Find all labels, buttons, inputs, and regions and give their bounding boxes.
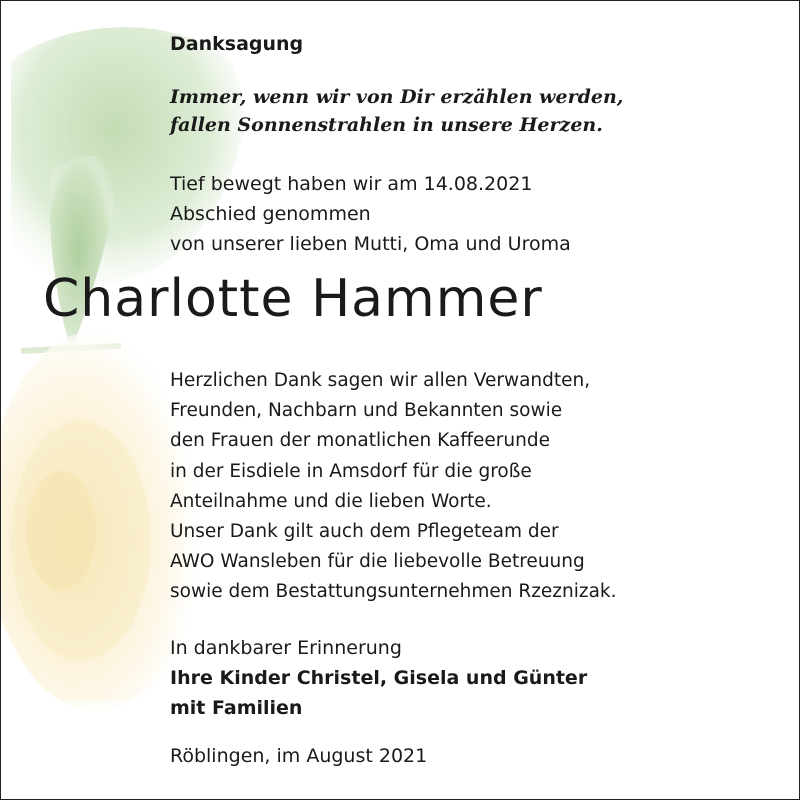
intro-line: Tief bewegt haben wir am 14.08.2021 <box>170 173 533 195</box>
thanks-line: sowie dem Bestattungsunternehmen Rzeznizak. <box>170 581 617 603</box>
quote-line: Immer, wenn wir von Dir erzählen werden, <box>170 86 624 108</box>
signoff-block <box>170 633 587 723</box>
thanks-line: in der Eisdiele in Amsdorf für die große <box>170 460 532 482</box>
rose-center <box>26 471 96 591</box>
intro-line: Abschied genommen <box>170 203 371 225</box>
deceased-name: Charlotte Hammer <box>43 269 543 329</box>
quote-line: fallen Sonnenstrahlen in unsere Herzen. <box>170 114 603 136</box>
family-line: mit Familien <box>170 697 303 719</box>
thanks-line: Freunden, Nachbarn und Bekannten sowie <box>170 400 563 422</box>
thanks-line: den Frauen der monatlichen Kaffeerunde <box>170 430 550 452</box>
quote-verse <box>170 83 623 139</box>
signoff-intro: In dankbarer Erinnerung <box>170 637 402 659</box>
thanks-line: Herzlichen Dank sagen wir allen Verwandten, <box>170 370 591 391</box>
family-line: Ihre Kinder Christel, Gisela und Günter <box>170 667 588 689</box>
intro-text <box>170 169 571 259</box>
intro-line: von unserer lieben Mutti, Oma und Uroma <box>170 233 571 255</box>
notice-heading: Danksagung <box>170 33 304 55</box>
thanks-text <box>170 366 617 608</box>
thanks-line: AWO Wansleben für die liebevolle Betreuung <box>170 551 585 573</box>
place-date: Röblingen, im August 2021 <box>170 745 428 767</box>
thanks-line: Anteilnahme und die lieben Worte. <box>170 490 492 512</box>
thanks-line: Unser Dank gilt auch dem Pflegeteam der <box>170 521 559 543</box>
